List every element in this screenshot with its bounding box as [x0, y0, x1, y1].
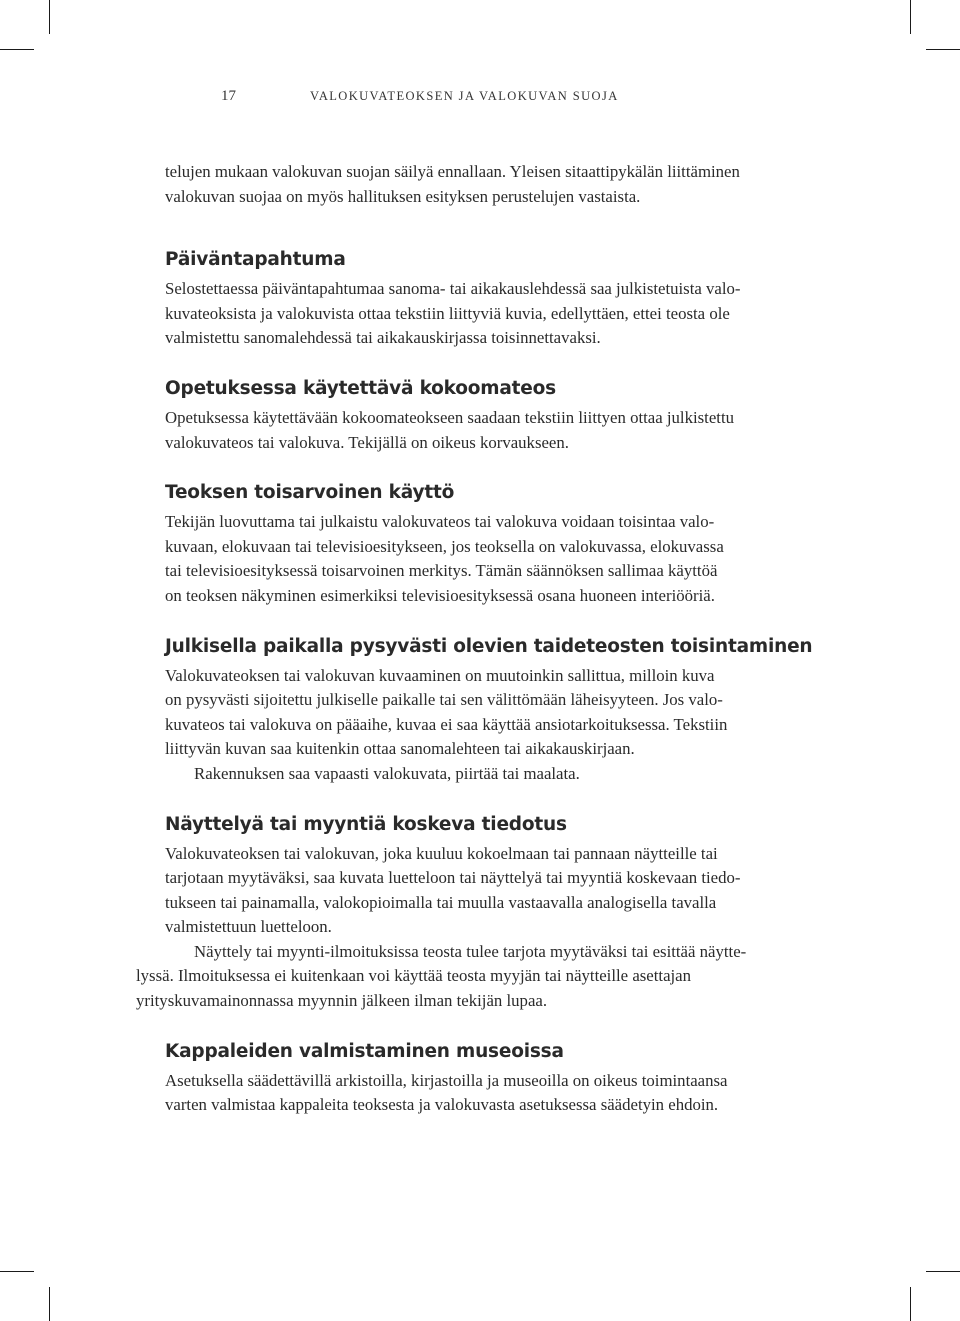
- section-heading: Julkisella paikalla pysyvästi olevien taideteosten toisintaminen: [165, 635, 813, 657]
- crop-mark-top-right-h: [926, 49, 960, 50]
- section-nayttely-tiedotus: [136, 813, 815, 1014]
- section-heading: Kappaleiden valmistaminen museoissa: [165, 1040, 564, 1062]
- page-body: [136, 160, 815, 1118]
- section-paragraph: [165, 664, 815, 762]
- text-line: liittyvän kuvan saa kuitenkin ottaa sanomalehteen tai aikakauskirjaan.: [165, 739, 635, 759]
- section-paragraph: [165, 277, 815, 351]
- intro-line: telujen mukaan valokuvan suojan säilyä ennallaan. Yleisen sitaattipykälän liittäminen: [165, 162, 740, 181]
- text-line: Selostettaessa päiväntapahtumaa sanoma- tai aikakauslehdessä saa julkistetuista valo-: [165, 279, 741, 299]
- crop-mark-top-left-h: [0, 49, 34, 50]
- text-line: varten valmistaa kappaleita teoksesta ja valokuvasta asetuksessa säädetyin ehdoin.: [165, 1095, 719, 1115]
- text-line: Tekijän luovuttama tai julkaistu valokuvateos tai valokuva voidaan toisintaa valo-: [165, 512, 715, 532]
- text-line: Asetuksella säädettävillä arkistoilla, kirjastoilla ja museoilla on oikeus toimintaansa: [165, 1070, 728, 1090]
- section-kappaleiden-valmistaminen: [165, 1040, 815, 1118]
- section-heading: Opetuksessa käytettävä kokoomateos: [165, 377, 556, 399]
- section-julkisella-paikalla: [165, 635, 815, 787]
- page-number: 17: [221, 88, 236, 104]
- text-line: tukseen tai painamalla, valokopioimalla tai muulla vastaavalla analogisella tavalla: [165, 892, 717, 912]
- crop-mark-bottom-right: [910, 1287, 911, 1321]
- intro-paragraph: [165, 160, 815, 209]
- text-line: valmistettu sanomalehdessä tai aikakauskirjassa toisinnettavaksi.: [165, 328, 601, 348]
- text-line: yrityskuvamainonnassa myynnin jälkeen ilman tekijän lupaa.: [136, 991, 548, 1011]
- section-toisarvoinen-kaytto: [165, 481, 815, 608]
- text-line: Rakennuksen saa vapaasti valokuvata, piirtää tai maalata.: [194, 763, 580, 783]
- section-heading: Teoksen toisarvoinen käyttö: [165, 482, 455, 504]
- text-line: kuvateoksista ja valokuvista ottaa tekstiin liittyviä kuvia, edellyttäen, ettei teosta ole: [165, 303, 730, 323]
- crop-mark-bottom-left-h: [0, 1271, 34, 1272]
- crop-mark-top-right: [910, 0, 911, 34]
- text-line: tai televisioesityksessä toisarvoinen merkitys. Tämän säännöksen sallimaa käyttöä: [165, 561, 718, 581]
- running-header: [0, 88, 960, 108]
- section-paragraph: [136, 940, 815, 1014]
- section-paragraph: [165, 510, 815, 608]
- text-line: kuvaan, elokuvaan tai televisioesitykseen, jos teoksella on valokuvassa, elokuvassa: [165, 536, 724, 556]
- text-line: Näyttely tai myynti-ilmoituksissa teosta tulee tarjota myytäväksi tai esittää näytte-: [194, 941, 747, 961]
- section-paragraph: [165, 406, 815, 455]
- section-paragraph: [165, 842, 815, 940]
- crop-mark-bottom-right-h: [926, 1271, 960, 1272]
- section-paragraph: [165, 1069, 815, 1118]
- text-line: valmistettuun luetteloon.: [165, 917, 332, 937]
- text-line: tarjotaan myytäväksi, saa kuvata luetteloon tai näyttelyä tai myyntiä koskevaan tiedo-: [165, 868, 741, 888]
- text-line: on pysyvästi sijoitettu julkiselle paikalle tai sen välittömään läheisyyteen. Jos valo-: [165, 690, 723, 710]
- text-line: Opetuksessa käytettävään kokoomateokseen saadaan tekstiin liittyen ottaa julkistettu: [165, 407, 735, 427]
- crop-mark-top-left: [49, 0, 50, 34]
- section-paivantapahtuma: [165, 248, 815, 351]
- text-line: valokuvateos tai valokuva. Tekijällä on oikeus korvaukseen.: [165, 432, 569, 452]
- section-paragraph: [165, 762, 815, 787]
- intro-line: valokuvan suojaa on myös hallituksen esityksen perustelujen vastaista.: [165, 186, 641, 206]
- section-heading: Näyttelyä tai myyntiä koskeva tiedotus: [165, 813, 567, 835]
- text-line: lyssä. Ilmoituksessa ei kuitenkaan voi käyttää teosta myyjän tai näytteille asettajan: [136, 966, 692, 986]
- section-heading: Päiväntapahtuma: [165, 249, 346, 271]
- text-line: Valokuvateoksen tai valokuvan kuvaaminen on muutoinkin sallittua, milloin kuva: [165, 665, 715, 685]
- text-line: on teoksen näkyminen esimerkiksi televisioesityksessä osana huoneen interiööriä.: [165, 585, 715, 605]
- text-line: kuvateos tai valokuva on pääaihe, kuvaa ei saa käyttää ansiotarkoituksessa. Tekstiin: [165, 714, 728, 734]
- text-line: Valokuvateoksen tai valokuvan, joka kuuluu kokoelmaan tai pannaan näytteille tai: [165, 843, 718, 863]
- section-opetuksessa: [165, 377, 815, 455]
- crop-mark-bottom-left: [49, 1287, 50, 1321]
- running-title: VALOKUVATEOKSEN JA VALOKUVAN SUOJA: [310, 89, 619, 103]
